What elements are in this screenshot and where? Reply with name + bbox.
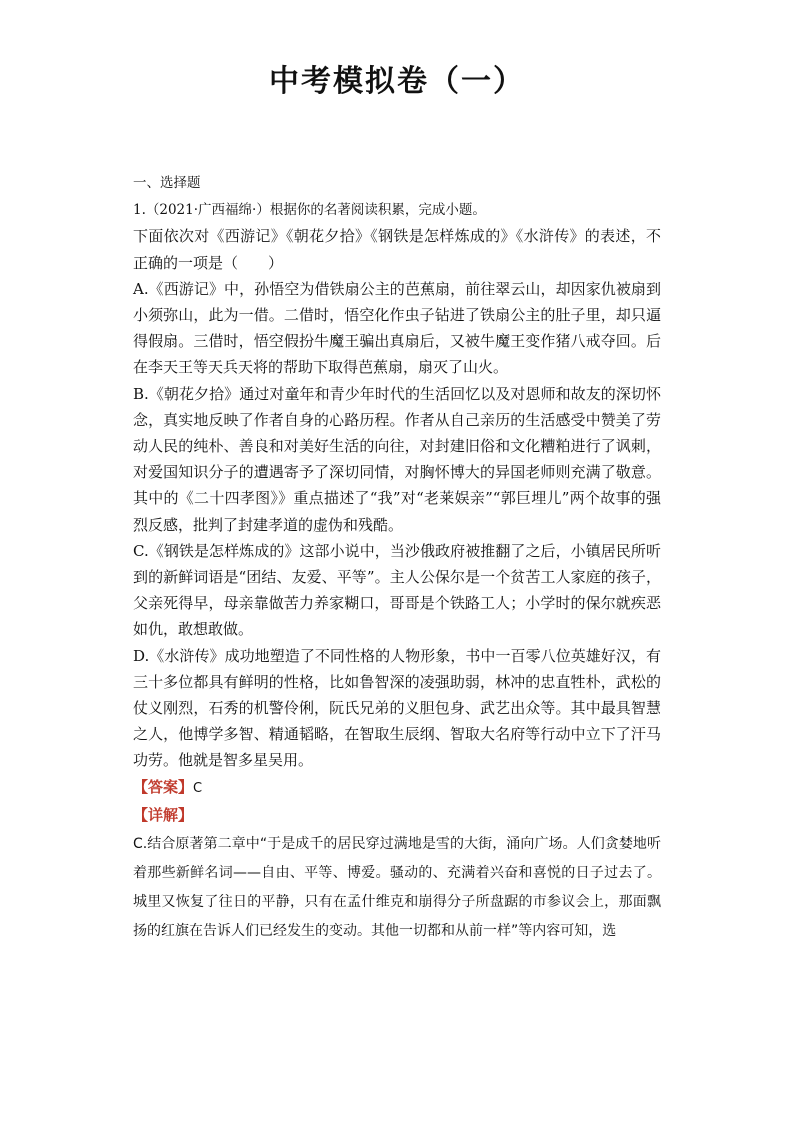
section-heading: 一、选择题	[133, 175, 201, 191]
document-body	[133, 170, 661, 946]
question-prompt: 下面依次对《西游记》《朝花夕拾》《钢铁是怎样炼成的》《水浒传》的表述，不正确的一项是（ ）	[133, 227, 661, 272]
answer-line	[133, 774, 661, 802]
option-c: C.《钢铁是怎样炼成的》这部小说中，当沙俄政府被推翻了之后，小镇居民所听到的新鲜词语是“团结、友爱、平等”。主人公保尔是一个贫苦工人家庭的孩子，父亲死得早，母亲靠做苦力养家糊口，哥哥是个铁路工人；小学时的保尔就疾恶如仇，敢想敢做。	[133, 541, 661, 639]
page-title: 中考模拟卷（一）	[269, 64, 525, 99]
option-d: D.《水浒传》成功地塑造了不同性格的人物形象，书中一百零八位英雄好汉，有三十多位都具有鲜明的性格，比如鲁智深的凌强助弱，林冲的忠直牲朴，武松的仗义刚烈，石秀的机警伶俐，阮氏兄弟的义胆包身、武艺出众等。其中最具智慧之人，他博学多智、精通韬略，在智取生辰纲、智取大名府等行动中立下了汗马功劳。他就是智多星吴用。	[133, 646, 661, 770]
explanation-heading	[133, 802, 661, 828]
answer-label: 【答案】	[133, 777, 194, 796]
option-b: B.《朝花夕拾》通过对童年和青少年时代的生活回忆以及对恩师和故友的深切怀念，真实地反映了作者自身的心路历程。作者从自己亲历的生活感受中赞美了劳动人民的纯朴、善良和对美好生活的向往，对封建旧俗和文化糟粕进行了讽刺，对爱国知识分子的遭遇寄予了深切同情，对胸怀博大的异国老师则充满了敬意。其中的《二十四孝图》》重点描述了“我”对“老莱娱亲”“郭巨埋儿”两个故事的强烈反感，批判了封建孝道的虚伪和残酷。	[133, 384, 661, 534]
explanation-label: 【详解】	[133, 805, 194, 824]
answer-value: C	[193, 780, 203, 796]
question-stem: 1.（2021·广西福绵·）根据你的名著阅读积累，完成小题。	[133, 202, 486, 219]
option-a: A.《西游记》中，孙悟空为借铁扇公主的芭蕉扇，前往翠云山，却因家仇被扇到小须弥山，此为一借。二借时，悟空化作虫子钻进了铁扇公主的肚子里，却只逼得假扇。三借时，悟空假扮牛魔王骗出真扇后，又被牛魔王变作猪八戒夺回。后在李天王等天兵天将的帮助下取得芭蕉扇，扇灭了山火。	[133, 279, 661, 377]
explanation-text: C.结合原著第二章中“于是成千的居民穿过满地是雪的大街，涌向广场。人们贪婪地听着那些新鲜名词——自由、平等、博爱。骚动的、充满着兴奋和喜悦的日子过去了。城里又恢复了往日的平静，只有在孟什维克和崩得分子所盘踞的市参议会上，那面飘扬的红旗在告诉人们已经发生的变动。其他一切都和从前一样”等内容可知，选	[133, 836, 661, 940]
